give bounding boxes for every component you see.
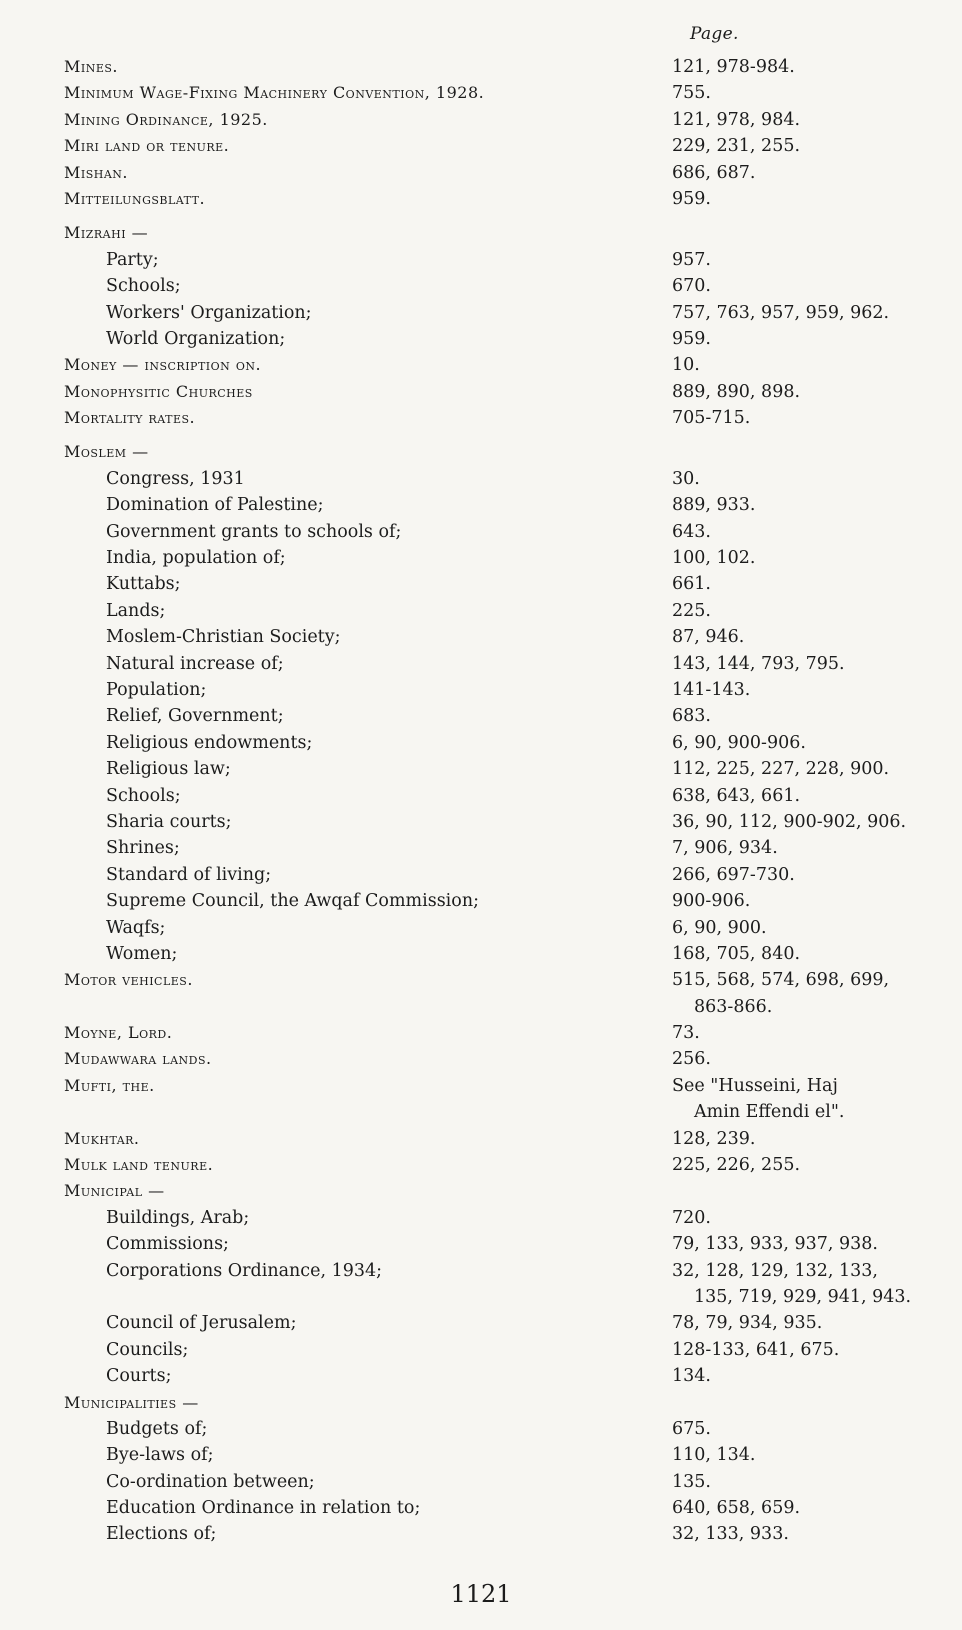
index-subentry: Natural increase of;	[106, 653, 284, 674]
index-entry	[0, 1310, 962, 1336]
index-entry	[0, 352, 962, 378]
index-entry	[0, 835, 962, 861]
index-heading: Mitteilungsblatt.	[64, 188, 206, 208]
page-column-header: Page.	[690, 24, 739, 44]
page-references: 256.	[672, 1049, 711, 1070]
index-entry	[0, 220, 962, 246]
index-subentry: Moslem-Christian Society;	[106, 627, 341, 648]
index-entry	[0, 941, 962, 967]
index-subentry: Kuttabs;	[106, 574, 181, 595]
index-subentry: Relief, Government;	[106, 706, 284, 727]
index-entry	[0, 598, 962, 624]
index-heading: Mukhtar.	[64, 1128, 140, 1148]
index-entry	[0, 1099, 962, 1125]
page-references: 643.	[672, 521, 711, 542]
page-references: 225.	[672, 600, 711, 621]
page-references: 266, 697-730.	[672, 864, 795, 885]
page-references: 670.	[672, 276, 711, 297]
index-subentry: Commissions;	[106, 1234, 229, 1255]
page-references: 135.	[672, 1471, 711, 1492]
index-entry	[0, 1284, 962, 1310]
page-references: 110, 134.	[672, 1445, 756, 1466]
page-references: 100, 102.	[672, 548, 756, 569]
page-references: 30.	[672, 468, 700, 489]
index-subentry: Courts;	[106, 1366, 172, 1387]
page-references: 128, 239.	[672, 1128, 756, 1149]
index-entry	[0, 300, 962, 326]
index-entry	[0, 1521, 962, 1547]
index-heading: Mudawwara lands.	[64, 1049, 212, 1069]
page-references: 78, 79, 934, 935.	[672, 1313, 823, 1334]
index-subentry: Sharia courts;	[106, 811, 232, 832]
index-subentry: Religious law;	[106, 759, 231, 780]
index-heading: Municipalities —	[64, 1392, 199, 1412]
index-subentry: Budgets of;	[106, 1418, 208, 1439]
index-entry	[0, 1416, 962, 1442]
index-subentry: Elections of;	[106, 1524, 217, 1545]
index-subentry: Education Ordinance in relation to;	[106, 1498, 421, 1519]
page-references: 957.	[672, 249, 711, 270]
index-entry	[0, 186, 962, 212]
index-heading: Moyne, Lord.	[64, 1023, 173, 1043]
index-entry	[0, 967, 962, 993]
page-references: 720.	[672, 1207, 711, 1228]
page-references: 73.	[672, 1023, 700, 1044]
index-entry	[0, 1469, 962, 1495]
index-entry	[0, 1152, 962, 1178]
index-heading: Mining Ordinance, 1925.	[64, 109, 268, 129]
index-subentry: Waqfs;	[106, 917, 166, 938]
index-entry	[0, 809, 962, 835]
index-entries	[0, 54, 962, 1548]
index-subentry: Religious endowments;	[106, 732, 313, 753]
index-subentry: Schools;	[106, 276, 181, 297]
index-subentry: Bye-laws of;	[106, 1445, 214, 1466]
index-entry	[0, 379, 962, 405]
index-heading: Money — inscription on.	[64, 355, 262, 375]
index-subentry: Workers' Organization;	[106, 302, 312, 323]
index-heading: Mizrahi —	[64, 223, 149, 243]
index-heading: Mishan.	[64, 162, 129, 182]
index-heading: Motor vehicles.	[64, 970, 193, 990]
page-references: 638, 643, 661.	[672, 785, 801, 806]
page-references: 79, 133, 933, 937, 938.	[672, 1234, 878, 1255]
index-entry	[0, 730, 962, 756]
index-entry	[0, 107, 962, 133]
page-references: 959.	[672, 328, 711, 349]
index-subentry: Supreme Council, the Awqaf Commission;	[106, 891, 479, 912]
page-references: 6, 90, 900.	[672, 917, 767, 938]
page-references: 686, 687.	[672, 162, 756, 183]
page-references: 225, 226, 255.	[672, 1155, 801, 1176]
index-entry	[0, 571, 962, 597]
index-entry	[0, 405, 962, 431]
index-subentry: Lands;	[106, 600, 166, 621]
index-subentry: Buildings, Arab;	[106, 1207, 250, 1228]
index-subentry: Schools;	[106, 785, 181, 806]
page-references: 889, 933.	[672, 495, 756, 516]
page-references: 32, 133, 933.	[672, 1524, 789, 1545]
index-entry	[0, 545, 962, 571]
page-references: 128-133, 641, 675.	[672, 1339, 840, 1360]
index-subentry: Women;	[106, 943, 178, 964]
page-references: 863-866.	[694, 996, 773, 1017]
index-entry	[0, 1126, 962, 1152]
index-entry	[0, 1258, 962, 1284]
index-subentry: Standard of living;	[106, 864, 272, 885]
index-subentry: Shrines;	[106, 838, 180, 859]
page-references: 661.	[672, 574, 711, 595]
index-entry	[0, 862, 962, 888]
page-references: 121, 978-984.	[672, 57, 795, 77]
index-entry	[0, 466, 962, 492]
index-entry	[0, 1205, 962, 1231]
index-entry	[0, 133, 962, 159]
index-subentry: Co-ordination between;	[106, 1471, 315, 1492]
index-entry	[0, 54, 962, 80]
index-subentry: Council of Jerusalem;	[106, 1313, 297, 1334]
index-entry	[0, 1231, 962, 1257]
index-entry	[0, 677, 962, 703]
index-entry	[0, 519, 962, 545]
index-entry	[0, 703, 962, 729]
index-entry	[0, 247, 962, 273]
page-references: 889, 890, 898.	[672, 381, 801, 402]
index-entry	[0, 783, 962, 809]
index-entry	[0, 1046, 962, 1072]
index-subentry: Domination of Palestine;	[106, 495, 324, 516]
page-references: 757, 763, 957, 959, 962.	[672, 302, 890, 323]
index-subentry: Party;	[106, 249, 159, 270]
page-references: 10.	[672, 355, 700, 376]
index-entry	[0, 915, 962, 941]
page-references: 959.	[672, 188, 711, 209]
index-entry	[0, 888, 962, 914]
index-heading: Monophysitic Churches	[64, 381, 253, 401]
index-entry	[0, 439, 962, 465]
page-references: 705-715.	[672, 408, 751, 429]
index-heading: Mortality rates.	[64, 408, 196, 428]
page-references: 168, 705, 840.	[672, 943, 801, 964]
index-heading: Municipal —	[64, 1181, 165, 1201]
index-heading: Mulk land tenure.	[64, 1155, 214, 1175]
index-subentry: Population;	[106, 679, 207, 700]
page-references: 675.	[672, 1418, 711, 1439]
index-entry	[0, 1442, 962, 1468]
page-references: 134.	[672, 1366, 711, 1387]
page-references: 36, 90, 112, 900-902, 906.	[672, 811, 907, 832]
index-heading: Mufti, the.	[64, 1075, 155, 1095]
page-references: 683.	[672, 706, 711, 727]
index-subentry: Government grants to schools of;	[106, 521, 402, 542]
index-entry	[0, 994, 962, 1020]
index-entry	[0, 326, 962, 352]
index-entry	[0, 273, 962, 299]
page-references: 900-906.	[672, 891, 751, 912]
index-subentry: India, population of;	[106, 548, 286, 569]
page-references: See "Husseini, Haj	[672, 1075, 838, 1096]
index-entry	[0, 492, 962, 518]
index-entry	[0, 80, 962, 106]
page-references: 515, 568, 574, 698, 699,	[672, 970, 890, 991]
page-number: 1121	[450, 1580, 512, 1608]
index-entry	[0, 1020, 962, 1046]
index-heading: Minimum Wage-Fixing Machinery Convention, 1928.	[64, 83, 485, 103]
index-entry	[0, 1178, 962, 1204]
index-entry	[0, 651, 962, 677]
page-references: 32, 128, 129, 132, 133,	[672, 1260, 878, 1281]
page-references: 755.	[672, 83, 711, 104]
index-entry	[0, 160, 962, 186]
index-entry	[0, 1073, 962, 1099]
row-spacer	[0, 212, 962, 220]
page-references: Amin Effendi el".	[694, 1102, 845, 1123]
index-entry	[0, 1363, 962, 1389]
page-references: 141-143.	[672, 679, 751, 700]
index-subentry: World Organization;	[106, 328, 286, 349]
page-references: 7, 906, 934.	[672, 838, 778, 859]
index-subentry: Congress, 1931	[106, 468, 245, 489]
index-heading: Mines.	[64, 57, 119, 76]
index-entry	[0, 756, 962, 782]
page-references: 87, 946.	[672, 627, 745, 648]
page-references: 112, 225, 227, 228, 900.	[672, 759, 890, 780]
page-references: 135, 719, 929, 941, 943.	[694, 1286, 912, 1307]
page-references: 121, 978, 984.	[672, 109, 801, 130]
page-references: 143, 144, 793, 795.	[672, 653, 845, 674]
index-entry	[0, 624, 962, 650]
index-entry	[0, 1495, 962, 1521]
index-heading: Miri land or tenure.	[64, 136, 230, 156]
index-subentry: Corporations Ordinance, 1934;	[106, 1260, 383, 1281]
index-heading: Moslem —	[64, 442, 149, 462]
index-entry	[0, 1337, 962, 1363]
index-entry	[0, 1390, 962, 1416]
page-references: 229, 231, 255.	[672, 136, 801, 157]
row-spacer	[0, 431, 962, 439]
page-references: 6, 90, 900-906.	[672, 732, 806, 753]
page-references: 640, 658, 659.	[672, 1498, 801, 1519]
index-subentry: Councils;	[106, 1339, 189, 1360]
